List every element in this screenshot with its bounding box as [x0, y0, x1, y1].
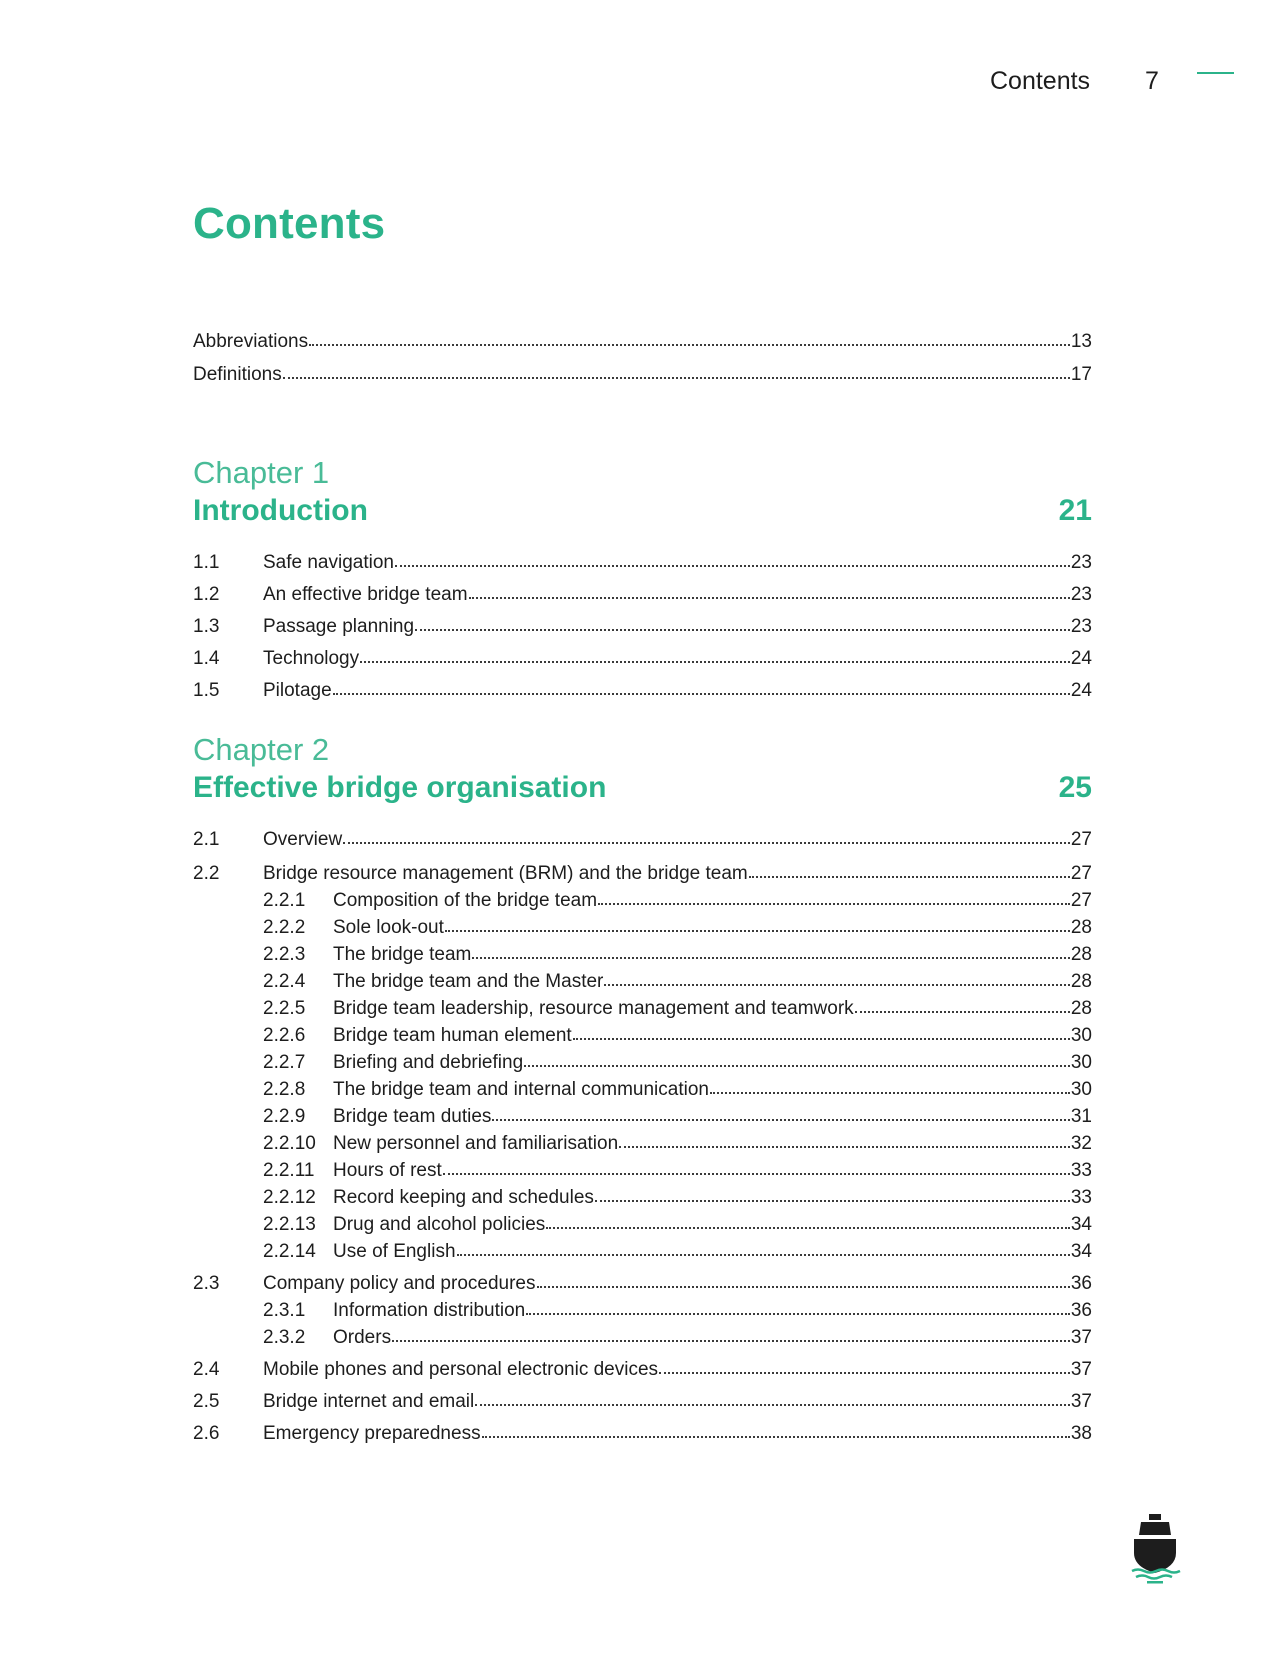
toc-subentry[interactable]	[193, 970, 1092, 997]
toc-entry-number: 1.2	[193, 584, 220, 605]
running-header-title: Contents	[990, 67, 1091, 95]
toc-entry-page: 27	[1070, 863, 1092, 884]
toc-subentry[interactable]	[193, 1299, 1092, 1326]
toc-entry-number: 2.2.5	[263, 998, 306, 1019]
toc-entry-page: 30	[1070, 1025, 1092, 1046]
toc-entry-label: Definitions	[193, 364, 282, 385]
toc-entry-page: 27	[1070, 890, 1092, 911]
toc-entry-number: 2.2	[193, 863, 220, 884]
ship-icon	[1127, 1513, 1183, 1585]
running-header	[0, 66, 1284, 100]
toc-subentry[interactable]	[193, 889, 1092, 916]
front-matter-list	[193, 330, 1092, 396]
toc-entry-number: 2.3	[193, 1273, 220, 1294]
dot-leader	[604, 984, 1069, 986]
toc-entry[interactable]	[193, 647, 1092, 679]
toc-entry-label: Bridge team leadership, resource management and teamwork	[333, 998, 854, 1019]
dot-leader	[659, 1372, 1070, 1374]
toc-entry-number: 2.6	[193, 1423, 220, 1444]
toc-entry-number: 1.4	[193, 648, 220, 669]
toc-entry-number: 2.2.10	[263, 1133, 316, 1154]
toc-entry-page: 31	[1070, 1106, 1092, 1127]
toc-entry-label: Record keeping and schedules	[333, 1187, 594, 1208]
toc-entry-page: 30	[1070, 1079, 1092, 1100]
toc-entry[interactable]	[193, 828, 1092, 862]
chapter-title: Effective bridge organisation	[193, 771, 607, 804]
dot-leader	[526, 1313, 1070, 1315]
toc-entry[interactable]	[193, 1390, 1092, 1422]
toc-subentry[interactable]	[193, 1240, 1092, 1272]
chapter-2-header[interactable]	[193, 731, 1092, 807]
toc-entry-page: 32	[1070, 1133, 1092, 1154]
toc-entry-label: Drug and alcohol policies	[333, 1214, 546, 1235]
toc-entry-label: Composition of the bridge team	[333, 890, 598, 911]
toc-entry-page: 34	[1070, 1241, 1092, 1262]
toc-entry-label: Company policy and procedures	[263, 1273, 536, 1294]
chapter-title-row	[193, 769, 1092, 807]
toc-entry-number: 2.2.3	[263, 944, 306, 965]
toc-entry-page: 37	[1070, 1359, 1092, 1380]
toc-entry-label: New personnel and familiarisation	[333, 1133, 619, 1154]
dot-leader	[360, 661, 1070, 663]
dot-leader	[472, 957, 1070, 959]
toc-entry[interactable]	[193, 1422, 1092, 1454]
toc-entry-label: An effective bridge team	[263, 584, 468, 605]
toc-entry[interactable]	[193, 679, 1092, 711]
toc-entry-label: Bridge resource management (BRM) and the bridge team	[263, 863, 748, 884]
dot-leader	[482, 1436, 1070, 1438]
toc-subentry[interactable]	[193, 997, 1092, 1024]
toc-entry-label: The bridge team	[333, 944, 472, 965]
toc-entry-number: 2.3.2	[263, 1327, 306, 1348]
toc-subentry[interactable]	[193, 1159, 1092, 1186]
toc-entry-number: 1.3	[193, 616, 220, 637]
toc-entry-number: 2.2.7	[263, 1052, 306, 1073]
toc-entry-label: Orders	[333, 1327, 392, 1348]
toc-entry-page: 38	[1070, 1423, 1092, 1444]
toc-entry-number: 2.1	[193, 829, 220, 850]
toc-entry-number: 2.5	[193, 1391, 220, 1412]
dot-leader	[443, 1173, 1070, 1175]
toc-entry-page: 23	[1070, 616, 1092, 637]
dot-leader	[283, 377, 1070, 379]
toc-subentry[interactable]	[193, 1132, 1092, 1159]
toc-entry-label: Briefing and debriefing	[333, 1052, 524, 1073]
toc-subentry[interactable]	[193, 1326, 1092, 1358]
dot-leader	[598, 903, 1070, 905]
toc-entry[interactable]	[193, 583, 1092, 615]
toc-entry-page: 28	[1070, 944, 1092, 965]
toc-subentry[interactable]	[193, 1213, 1092, 1240]
toc-entry[interactable]	[193, 862, 1092, 889]
page-number: 7	[1145, 67, 1159, 95]
toc-subentry[interactable]	[193, 943, 1092, 970]
dot-leader	[619, 1146, 1070, 1148]
chapter-2-entries	[193, 828, 1092, 1454]
dot-leader	[710, 1092, 1070, 1094]
chapter-page: 21	[1058, 494, 1092, 527]
chapter-title-row	[193, 492, 1092, 530]
toc-entry-number: 2.4	[193, 1359, 220, 1380]
toc-subentry[interactable]	[193, 1078, 1092, 1105]
toc-entry-number: 2.2.9	[263, 1106, 306, 1127]
toc-subentry[interactable]	[193, 1051, 1092, 1078]
dot-leader	[395, 565, 1070, 567]
chapter-kicker: Chapter 2	[193, 732, 330, 767]
toc-entry-number: 2.2.14	[263, 1241, 316, 1262]
dot-leader	[492, 1119, 1069, 1121]
toc-entry-label: The bridge team and the Master	[333, 971, 604, 992]
toc-entry-page: 23	[1070, 552, 1092, 573]
toc-entry-label: Overview	[263, 829, 343, 850]
toc-entry-label: Pilotage	[263, 680, 332, 701]
dot-leader	[392, 1340, 1070, 1342]
toc-entry-page: 27	[1070, 829, 1092, 850]
toc-entry-label: Bridge internet and email	[263, 1391, 475, 1412]
toc-entry-label: The bridge team and internal communication	[333, 1079, 709, 1100]
dot-leader	[445, 930, 1070, 932]
toc-entry-abbreviations[interactable]	[193, 330, 1092, 363]
toc-subentry[interactable]	[193, 916, 1092, 943]
toc-entry-label: Information distribution	[333, 1300, 526, 1321]
toc-entry-page: 28	[1070, 998, 1092, 1019]
dot-leader	[573, 1038, 1070, 1040]
toc-entry[interactable]	[193, 1272, 1092, 1299]
toc-subentry[interactable]	[193, 1186, 1092, 1213]
toc-entry-page: 28	[1070, 917, 1092, 938]
dot-leader	[749, 876, 1070, 878]
toc-entry-page: 36	[1070, 1273, 1092, 1294]
toc-entry-page: 28	[1070, 971, 1092, 992]
toc-entry-page: 23	[1070, 584, 1092, 605]
dot-leader	[524, 1065, 1070, 1067]
chapter-1-entries	[193, 551, 1092, 711]
dot-leader	[309, 344, 1070, 346]
toc-entry-page: 37	[1070, 1327, 1092, 1348]
toc-entry-label: Technology	[263, 648, 360, 669]
toc-entry-page: 17	[1070, 364, 1092, 385]
toc-entry[interactable]	[193, 615, 1092, 647]
toc-entry-label: Safe navigation	[263, 552, 394, 573]
toc-entry-number: 2.2.6	[263, 1025, 306, 1046]
toc-entry-number: 2.2.4	[263, 971, 306, 992]
toc-entry-page: 33	[1070, 1160, 1092, 1181]
toc-entry-number: 1.5	[193, 680, 220, 701]
toc-entry-page: 37	[1070, 1391, 1092, 1412]
toc-entry-label: Bridge team duties	[333, 1106, 492, 1127]
dot-leader	[475, 1404, 1070, 1406]
toc-entry-number: 2.3.1	[263, 1300, 306, 1321]
chapter-page: 25	[1058, 771, 1092, 804]
dot-leader	[537, 1286, 1070, 1288]
toc-entry-label: Hours of rest	[333, 1160, 442, 1181]
toc-entry-number: 2.2.12	[263, 1187, 316, 1208]
toc-entry-definitions[interactable]	[193, 363, 1092, 396]
toc-entry-page: 30	[1070, 1052, 1092, 1073]
dot-leader	[333, 693, 1070, 695]
toc-entry-label: Mobile phones and personal electronic devices	[263, 1359, 659, 1380]
toc-subentry[interactable]	[193, 1024, 1092, 1051]
toc-entry-number: 1.1	[193, 552, 220, 573]
toc-entry-label: Use of English	[333, 1241, 456, 1262]
dot-leader	[343, 842, 1070, 844]
toc-entry-number: 2.2.2	[263, 917, 306, 938]
toc-entry-page: 36	[1070, 1300, 1092, 1321]
dot-leader	[855, 1011, 1070, 1013]
dot-leader	[415, 629, 1070, 631]
toc-entry-page: 24	[1070, 680, 1092, 701]
page-title: Contents	[193, 199, 386, 248]
toc-entry[interactable]	[193, 1358, 1092, 1390]
accent-rule	[1197, 72, 1234, 74]
chapter-title: Introduction	[193, 494, 368, 527]
toc-entry-number: 2.2.1	[263, 890, 306, 911]
toc-entry-label: Passage planning	[263, 616, 415, 637]
toc-entry-number: 2.2.8	[263, 1079, 306, 1100]
toc-entry-page: 34	[1070, 1214, 1092, 1235]
toc-entry-label: Bridge team human element	[333, 1025, 572, 1046]
toc-entry-page: 24	[1070, 648, 1092, 669]
chapter-1-header[interactable]	[193, 454, 1092, 530]
toc-entry[interactable]	[193, 551, 1092, 583]
toc-subentry[interactable]	[193, 1105, 1092, 1132]
dot-leader	[469, 597, 1070, 599]
toc-entry-page: 13	[1070, 331, 1092, 352]
toc-entry-label: Emergency preparedness	[263, 1423, 481, 1444]
toc-entry-label: Abbreviations	[193, 331, 309, 352]
toc-entry-label: Sole look-out	[333, 917, 444, 938]
toc-entry-number: 2.2.13	[263, 1214, 316, 1235]
dot-leader	[595, 1200, 1070, 1202]
dot-leader	[457, 1254, 1070, 1256]
chapter-kicker: Chapter 1	[193, 455, 330, 490]
dot-leader	[546, 1227, 1070, 1229]
toc-entry-page: 33	[1070, 1187, 1092, 1208]
toc-entry-number: 2.2.11	[263, 1160, 315, 1181]
